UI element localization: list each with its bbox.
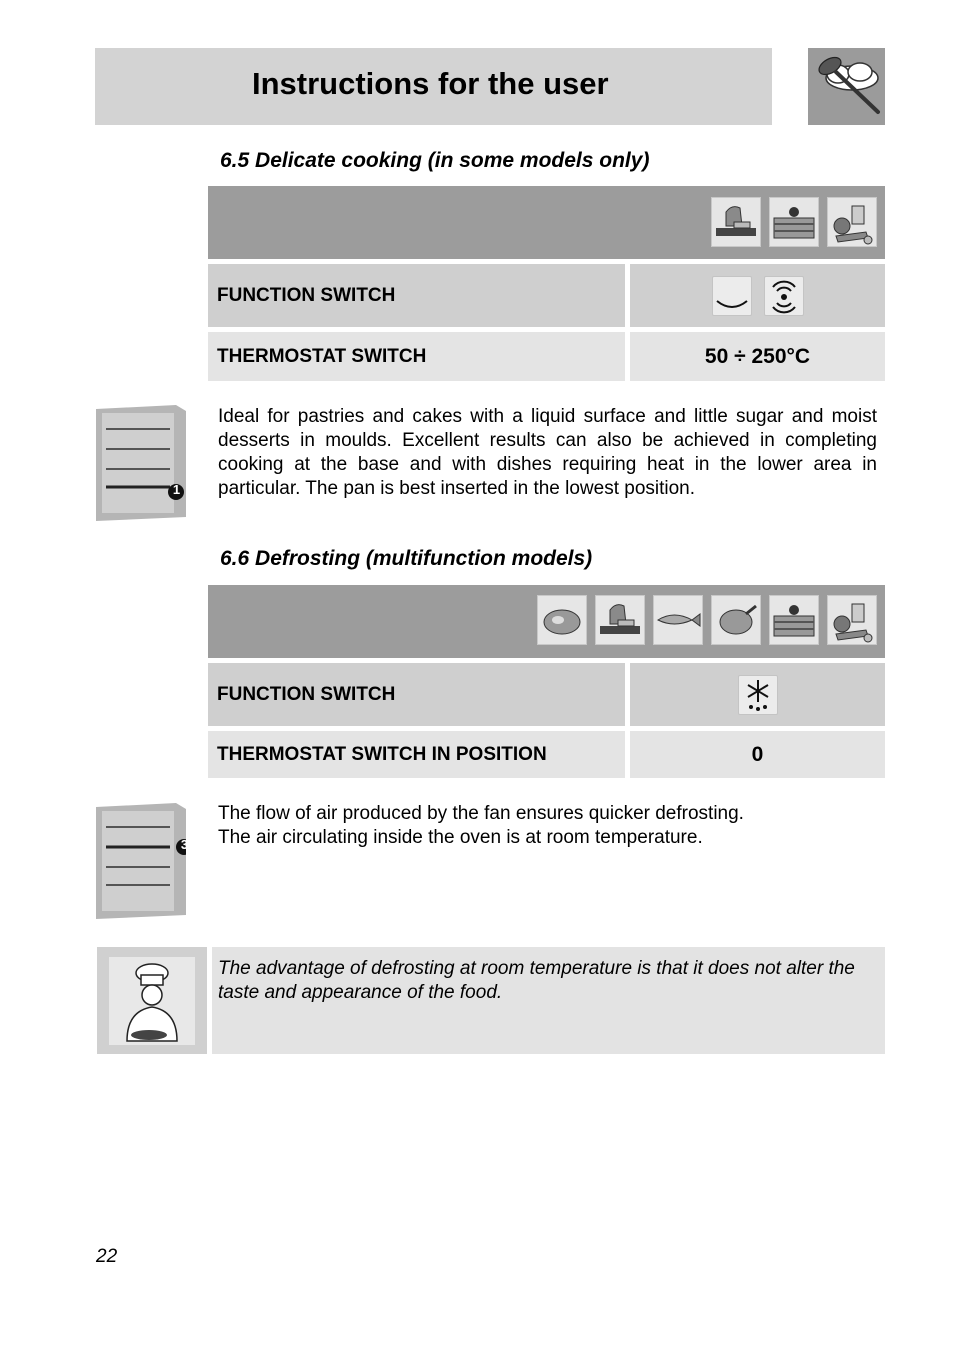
cake-icon [769,197,819,247]
function-switch-value-6-5 [630,264,885,327]
thermostat-switch-label-6-6: THERMOSTAT SWITCH IN POSITION [208,731,625,778]
vegetables-icon-2 [827,595,877,645]
description-6-6 [218,802,877,850]
function-switch-label-6-6: FUNCTION SWITCH [208,663,625,726]
cake-icon-2 [769,595,819,645]
thermostat-switch-value-6-6: 0 [630,731,885,778]
section-title-6-5: 6.5 Delicate cooking (in some models only) [220,149,650,172]
thermostat-switch-value-6-5: 50 ÷ 250°C [630,332,885,381]
poultry-icon [711,595,761,645]
oven-shelf-icon-1 [96,405,186,521]
bread-icon-2 [595,595,645,645]
bottom-heat-icon [712,276,752,316]
chef-icon [97,947,207,1054]
bread-icon [711,197,761,247]
description-6-6-line-2: The air circulating inside the oven is at room temperature. [218,827,703,848]
page-number: 22 [96,1246,118,1267]
description-6-5: Ideal for pastries and cakes with a liquid surface and little sugar and moist desserts in moulds. Excellent results can also be achieved in completing cooking at the base and with dishes requiring heat in the lower area in particular. The pan is best inserted in the lowest position. [218,406,877,499]
oven-shelf-icon-3 [96,803,189,919]
chef-hat-spoon-icon [808,48,885,125]
description-6-6-line-1: The flow of air produced by the fan ensures quicker defrosting. [218,803,744,824]
meat-icon [537,595,587,645]
fish-icon [653,595,703,645]
tip-text: The advantage of defrosting at room temperature is that it does not alter the taste and appearance of the food. [218,958,855,1003]
shelf-number-3: 3 [180,837,189,852]
tip-icon-panel [97,947,207,1054]
vegetables-icon [827,197,877,247]
page-title: Instructions for the user [252,66,609,101]
fan-circular-icon [764,276,804,316]
thermostat-switch-label-6-5: THERMOSTAT SWITCH [208,332,625,381]
shelf-number-1: 1 [172,482,181,497]
function-switch-label-6-5: FUNCTION SWITCH [208,264,625,327]
section-title-6-6: 6.6 Defrosting (multifunction models) [220,547,593,570]
function-switch-value-6-6 [630,663,885,726]
snowflake-defrost-icon [738,675,778,715]
